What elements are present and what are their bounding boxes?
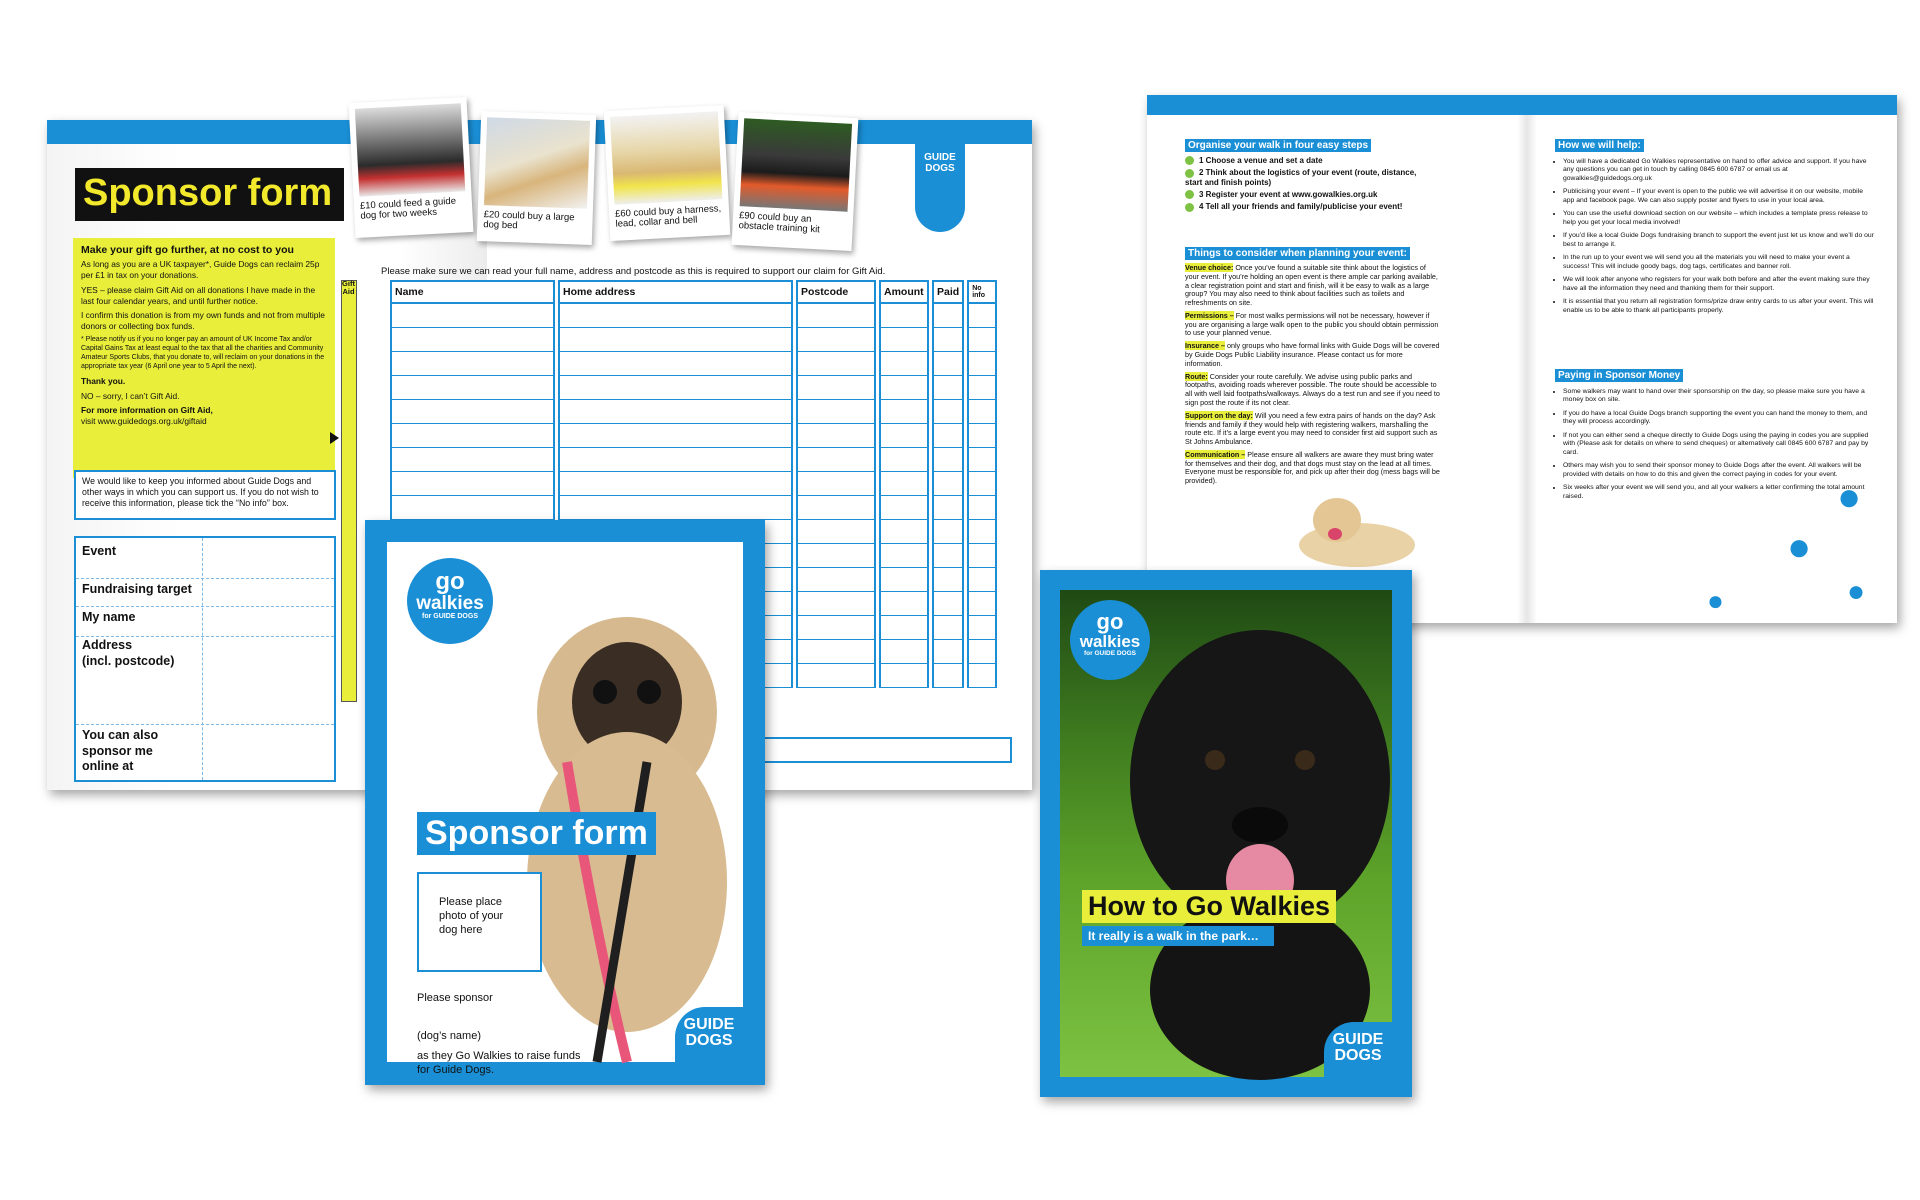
sponsor-cell[interactable] bbox=[390, 352, 555, 376]
help-item: • You can use the useful download section on our website – which includes a template press release to help you get your local media involved! bbox=[1563, 210, 1875, 227]
sponsor-cell[interactable] bbox=[932, 400, 964, 424]
money-item: • If not you can either send a cheque directly to Guide Dogs using the paying in codes you are supplied with (Please ask for details on where to send cheques) or alternatively call 0845 600 6787 and pay by card. bbox=[1563, 432, 1875, 457]
consider-item bbox=[1185, 312, 1440, 338]
sponsor-cell[interactable] bbox=[390, 472, 555, 496]
sponsor-cell[interactable] bbox=[932, 304, 964, 328]
col-address: Home address bbox=[558, 280, 793, 304]
sponsor-row bbox=[390, 400, 997, 424]
sponsor-cell[interactable] bbox=[558, 424, 793, 448]
consider-heading: Things to consider when planning your event: bbox=[1185, 247, 1410, 260]
sponsor-row bbox=[390, 352, 997, 376]
arrow-icon bbox=[330, 432, 339, 444]
sponsor-cell[interactable] bbox=[879, 448, 929, 472]
paw-print-icon: ● bbox=[1847, 575, 1866, 608]
polaroid-caption: £60 could buy a harness, lead, collar and bell bbox=[614, 203, 722, 231]
sponsor-cell[interactable] bbox=[558, 472, 793, 496]
sponsor-cell[interactable] bbox=[967, 544, 997, 568]
consider-key: Venue choice: bbox=[1185, 263, 1234, 272]
money-item: • Six weeks after your event we will send you, and all your walkers a letter confirming the total amount raised. bbox=[1563, 484, 1875, 501]
logo-for: for GUIDE DOGS bbox=[421, 613, 478, 620]
sponsor-cell[interactable] bbox=[796, 400, 876, 424]
gift-aid-no: NO – sorry, I can’t Gift Aid. bbox=[81, 390, 180, 401]
please-sponsor-text: Please sponsor bbox=[417, 992, 493, 1004]
keep-informed-box: We would like to keep you informed about Guide Dogs and other ways in which you can support us. If you do not wish to receive this information, please tick the “No info” box. bbox=[74, 470, 336, 520]
sponsor-cell[interactable] bbox=[879, 328, 929, 352]
consider-list bbox=[1185, 264, 1440, 486]
consider-text: Will you need a few extra pairs of hands on the day? Ask friends and family if they would help with registering walkers, marshalling the route etc. If it’s a large event you may need to consider first aid support such as St Johns Ambulance. bbox=[1185, 410, 1438, 447]
sponsor-cell[interactable] bbox=[932, 544, 964, 568]
col-no-info: No info bbox=[967, 280, 997, 304]
help-item: • In the run up to your event we will send you all the materials you will need to make your event a success! This will include goody bags, dog tags, certificates and banner roll. bbox=[1563, 254, 1875, 271]
col-name: Name bbox=[390, 280, 555, 304]
sponsor-form-title: Sponsor form bbox=[75, 168, 344, 221]
how-to-cover bbox=[1040, 570, 1412, 1097]
logo-go: go bbox=[1096, 609, 1124, 634]
go-walkies-logo bbox=[1070, 600, 1150, 680]
step-3: 3 Register your event at www.gowalkies.org.uk bbox=[1199, 189, 1378, 199]
lab-puppy-photo bbox=[1297, 490, 1417, 570]
gift-aid-intro: As long as you are a UK taxpayer*, Guide Dogs can reclaim 25p per £1 in tax on your donations. bbox=[81, 259, 320, 281]
money-heading: Paying in Sponsor Money bbox=[1555, 369, 1683, 382]
steps-section bbox=[1185, 135, 1435, 215]
polaroid-caption: £10 could feed a guide dog for two weeks bbox=[359, 195, 457, 223]
sponsor-row bbox=[390, 448, 997, 472]
sponsor-cell[interactable] bbox=[558, 328, 793, 352]
sponsor-cell[interactable] bbox=[967, 304, 997, 328]
sponsor-cell[interactable] bbox=[879, 568, 929, 592]
cover-subtitle: It really is a walk in the park… bbox=[1082, 926, 1274, 946]
help-list bbox=[1555, 158, 1875, 315]
dog-bed-photo bbox=[484, 117, 590, 209]
sponsor-row bbox=[390, 376, 997, 400]
col-postcode: Postcode bbox=[796, 280, 876, 304]
sponsor-cell[interactable] bbox=[879, 376, 929, 400]
sponsor-cell[interactable] bbox=[932, 520, 964, 544]
sponsor-cell[interactable] bbox=[967, 664, 997, 688]
consider-text: only groups who have formal links with Guide Dogs will be covered by Guide Dogs Public Liability insurance. Please contact us for more information. bbox=[1185, 341, 1440, 368]
money-item: • Some walkers may want to hand over their sponsorship on the day, so please make sure you have a money box on site. bbox=[1563, 388, 1875, 405]
sponsor-cell[interactable] bbox=[390, 424, 555, 448]
sponsor-cell[interactable] bbox=[390, 376, 555, 400]
sponsor-row bbox=[390, 496, 997, 520]
gd-line2: DOGS bbox=[685, 1032, 733, 1049]
consider-text: Consider your route carefully. We advise using public parks and footpaths, avoiding roads wherever possible. The route should be accessible to all with well laid footpaths/walkways. Always do a test run and see if you need to sign post the route if its not clear. bbox=[1185, 371, 1440, 407]
guide-dogs-corner-logo bbox=[1324, 1022, 1392, 1077]
sponsor-cell[interactable] bbox=[558, 400, 793, 424]
sponsor-cell[interactable] bbox=[967, 496, 997, 520]
col-paid: Paid bbox=[932, 280, 964, 304]
sponsor-cell[interactable] bbox=[796, 544, 876, 568]
sponsor-cell[interactable] bbox=[796, 640, 876, 664]
polaroid-caption: £90 could buy an obstacle training kit bbox=[738, 210, 821, 236]
sponsor-cell[interactable] bbox=[796, 424, 876, 448]
step-2: 2 Think about the logistics of your event (route, distance, start and finish points) bbox=[1185, 168, 1417, 187]
field-address-label: Address (incl. postcode) bbox=[82, 638, 175, 668]
sponsor-cell[interactable] bbox=[932, 472, 964, 496]
sponsor-cell[interactable] bbox=[796, 568, 876, 592]
sponsor-cell[interactable] bbox=[932, 376, 964, 400]
gift-aid-yes: YES – please claim Gift Aid on all donations I have made in the last four calendar years, and until further notice. bbox=[81, 284, 316, 306]
consider-item bbox=[1185, 342, 1440, 368]
help-item: • You will have a dedicated Go Walkies representative on hand to offer advice and support. If you have any questions you can get in touch by calling 0845 600 6787 or email us at gowalkies@guidedogs.org.uk bbox=[1563, 158, 1875, 183]
how-to-booklet-spread bbox=[1147, 95, 1897, 623]
sponsor-cell[interactable] bbox=[796, 448, 876, 472]
col-amount: Amount bbox=[879, 280, 929, 304]
consider-item bbox=[1185, 373, 1440, 408]
cover-inner bbox=[1060, 590, 1392, 1077]
sponsor-cell[interactable] bbox=[879, 544, 929, 568]
gd-line1: GUIDE bbox=[683, 1016, 735, 1033]
sponsor-row bbox=[390, 328, 997, 352]
sponsor-cell[interactable] bbox=[932, 616, 964, 640]
money-item: • If you do have a local Guide Dogs branch supporting the event you can hand the money to them, and they will process accordingly. bbox=[1563, 410, 1875, 427]
sponsor-cell[interactable] bbox=[558, 448, 793, 472]
sponsor-row bbox=[390, 304, 997, 328]
sponsor-cell[interactable] bbox=[967, 472, 997, 496]
paw-icon bbox=[1185, 203, 1194, 212]
polaroid-caption: £20 could buy a large dog bed bbox=[483, 209, 575, 232]
sponsor-cell[interactable] bbox=[967, 376, 997, 400]
consider-item bbox=[1185, 264, 1440, 308]
sponsor-form-cover bbox=[365, 520, 765, 1085]
sponsor-cell[interactable] bbox=[879, 496, 929, 520]
sponsor-cell[interactable] bbox=[879, 520, 929, 544]
paw-print-icon: ● bbox=[1707, 585, 1724, 616]
field-target-label: Fundraising target bbox=[82, 582, 192, 596]
pug-photo bbox=[507, 542, 743, 1062]
gift-aid-column bbox=[341, 280, 357, 702]
sponsor-cell[interactable] bbox=[796, 304, 876, 328]
sponsor-cell[interactable] bbox=[390, 448, 555, 472]
sponsor-cell[interactable] bbox=[932, 568, 964, 592]
consider-section bbox=[1185, 243, 1440, 490]
sponsor-cell[interactable] bbox=[879, 304, 929, 328]
sponsor-cell[interactable] bbox=[879, 472, 929, 496]
consider-key: Communication – bbox=[1185, 449, 1246, 459]
gd-line2: DOGS bbox=[1334, 1047, 1382, 1064]
sponsor-cell[interactable] bbox=[879, 640, 929, 664]
sponsor-cell[interactable] bbox=[967, 640, 997, 664]
step-1: 1 Choose a venue and set a date bbox=[1199, 156, 1323, 165]
sponsor-cell[interactable] bbox=[932, 448, 964, 472]
sponsor-cell[interactable] bbox=[932, 496, 964, 520]
sponsor-cell[interactable] bbox=[879, 400, 929, 424]
consider-key: Insurance – bbox=[1185, 341, 1225, 351]
black-lab-puppy-photo bbox=[1100, 610, 1392, 1077]
consider-key: Support on the day: bbox=[1185, 410, 1253, 420]
sponsor-cell[interactable] bbox=[967, 328, 997, 352]
as-they-text: as they Go Walkies to raise funds for Guide Dogs. bbox=[417, 1049, 581, 1076]
consider-item bbox=[1185, 451, 1440, 486]
sponsor-cell[interactable] bbox=[796, 496, 876, 520]
gift-aid-note: * Please notify us if you no longer pay an amount of UK Income Tax and/or Capital Gains Tax at least equal to the tax that all the charities and Community Amateur Sports Clubs, that you donate to, will reclaim on your donations in the appropriate tax year (6 April one year to 5 April the next). bbox=[81, 335, 325, 370]
guide-dogs-corner-logo bbox=[675, 1007, 743, 1062]
sponsor-cell[interactable] bbox=[967, 592, 997, 616]
booklet-top-bar bbox=[1147, 95, 1897, 115]
help-item: • It is essential that you return all registration forms/prize draw entry cards to us after your event. This will enable us to be able to thank all participants properly. bbox=[1563, 298, 1875, 315]
guide-dogs-logo: GUIDE DOGS bbox=[915, 144, 965, 232]
paw-icon bbox=[1185, 190, 1194, 199]
sponsor-cell[interactable] bbox=[390, 304, 555, 328]
sponsor-cell[interactable] bbox=[390, 400, 555, 424]
gd-line1: GUIDE bbox=[1332, 1031, 1384, 1048]
dog-name-label: (dog’s name) bbox=[417, 1030, 481, 1042]
sponsor-cell[interactable] bbox=[967, 448, 997, 472]
consider-text: For most walks permissions will not be necessary, however if you are organising a large walk open to the public you should obtain permission to use your planned venue. bbox=[1185, 310, 1439, 338]
steps-heading: Organise your walk in four easy steps bbox=[1185, 139, 1371, 152]
sponsor-row bbox=[390, 424, 997, 448]
sponsor-cell[interactable] bbox=[932, 640, 964, 664]
paw-icon bbox=[1185, 156, 1194, 165]
help-section bbox=[1555, 135, 1875, 320]
paw-icon bbox=[1185, 169, 1194, 178]
sponsor-cell[interactable] bbox=[796, 328, 876, 352]
sponsor-cell[interactable] bbox=[967, 616, 997, 640]
sponsor-cell[interactable] bbox=[967, 400, 997, 424]
gift-aid-confirm: I confirm this donation is from my own funds and not from multiple donors or collecting box funds. bbox=[81, 310, 325, 332]
gift-aid-more: For more information on Gift Aid, bbox=[81, 405, 213, 416]
sponsor-cell[interactable] bbox=[967, 520, 997, 544]
field-online-label: You can also sponsor me online at bbox=[82, 728, 159, 774]
dog-harness-photo bbox=[610, 111, 722, 205]
sponsor-cell[interactable] bbox=[932, 664, 964, 688]
money-section bbox=[1555, 365, 1875, 506]
help-item: • If you’d like a local Guide Dogs fundraising branch to support the event just let us know and we’ll do our best to arrange it. bbox=[1563, 232, 1875, 249]
help-item: • Publicising your event – If your event is open to the public we will advertise it on our website, mobile app and facebook page. We can also supply poster and flyers to use in your local area. bbox=[1563, 188, 1875, 205]
obstacle-photo bbox=[740, 118, 852, 212]
logo-for: for GUIDE DOGS bbox=[1083, 650, 1136, 657]
consider-key: Permissions – bbox=[1185, 310, 1234, 320]
consider-text: Once you’ve found a suitable site think about the logistics of your event. If you’re holding an open event is there ample car parking available, a clear registration point and start and finish, will it be easy to walk as a large group? You may also need to think about facilities such as toilets and refreshments on site. bbox=[1185, 263, 1438, 308]
fundraiser-details-box bbox=[74, 536, 336, 782]
sponsor-cell[interactable] bbox=[558, 304, 793, 328]
go-walkies-logo bbox=[407, 558, 493, 644]
cover-title: How to Go Walkies bbox=[1082, 890, 1336, 923]
sponsor-cell[interactable] bbox=[796, 352, 876, 376]
help-heading: How we will help: bbox=[1555, 139, 1644, 152]
sponsor-cell[interactable] bbox=[932, 592, 964, 616]
gift-aid-thanks: Thank you. bbox=[81, 375, 126, 386]
consider-item bbox=[1185, 412, 1440, 447]
logo-walkies: walkies bbox=[416, 593, 484, 614]
sponsor-cell[interactable] bbox=[932, 424, 964, 448]
step-4: 4 Tell all your friends and family/publicise your event! bbox=[1199, 202, 1403, 212]
sponsor-cell[interactable] bbox=[796, 616, 876, 640]
cover-title: Sponsor form bbox=[417, 812, 656, 855]
polaroid-harness bbox=[604, 105, 731, 241]
sponsor-cell[interactable] bbox=[558, 352, 793, 376]
sponsor-cell[interactable] bbox=[932, 328, 964, 352]
logo-go: go bbox=[435, 568, 465, 595]
money-list bbox=[1555, 388, 1875, 501]
dog-name-text bbox=[417, 1030, 587, 1077]
gift-aid-heading: Make your gift go further, at no cost to you bbox=[81, 244, 294, 256]
polaroid-obstacle bbox=[732, 112, 859, 251]
help-item: • We will look after anyone who registers for your walk both before and after the event making sure they have all the information they need and thanking them for their support. bbox=[1563, 276, 1875, 293]
paw-print-icon: ● bbox=[1837, 475, 1862, 519]
polaroid-bed bbox=[477, 111, 596, 245]
gift-aid-panel bbox=[73, 238, 335, 478]
booklet-gutter bbox=[1517, 115, 1537, 623]
sponsor-cell[interactable] bbox=[879, 352, 929, 376]
polaroid-feed bbox=[349, 97, 474, 238]
consider-key: Route: bbox=[1185, 371, 1208, 381]
consider-text: Please ensure all walkers are aware they must bring water for themselves and their dog, and that dogs must stay on the lead at all times. Everyone must be responsible for, and pick up after their dog (mess bags will be provided). bbox=[1185, 449, 1440, 486]
logo-walkies: walkies bbox=[1079, 632, 1141, 651]
sponsor-cell[interactable] bbox=[796, 520, 876, 544]
sponsor-cell[interactable] bbox=[390, 328, 555, 352]
sponsor-cell[interactable] bbox=[390, 496, 555, 520]
sponsor-cell[interactable] bbox=[558, 496, 793, 520]
sponsor-cell[interactable] bbox=[796, 472, 876, 496]
cover-inner bbox=[387, 542, 743, 1076]
field-name-label: My name bbox=[82, 610, 136, 624]
sponsor-cell[interactable] bbox=[796, 664, 876, 688]
sponsor-cell[interactable] bbox=[558, 376, 793, 400]
sponsor-cell[interactable] bbox=[967, 352, 997, 376]
sponsor-cell[interactable] bbox=[967, 568, 997, 592]
gift-aid-url: visit www.guidedogs.org.uk/giftaid bbox=[81, 416, 207, 426]
sponsor-cell[interactable] bbox=[879, 424, 929, 448]
field-event-label: Event bbox=[82, 544, 117, 558]
sponsor-cell[interactable] bbox=[879, 664, 929, 688]
sponsor-cell[interactable] bbox=[796, 376, 876, 400]
money-item: • Others may wish you to send their sponsor money to Guide Dogs after the event. All walkers will be provided with details on how to do this and given the correct paying in codes for your event. bbox=[1563, 462, 1875, 479]
gift-aid-column-header: Gift Aid bbox=[342, 279, 355, 296]
sponsor-cell[interactable] bbox=[967, 424, 997, 448]
sponsor-cell[interactable] bbox=[879, 616, 929, 640]
sponsor-cell[interactable] bbox=[796, 592, 876, 616]
paw-print-icon: ● bbox=[1787, 525, 1812, 569]
puppy-bowl-photo bbox=[355, 103, 465, 196]
sponsor-cell[interactable] bbox=[932, 352, 964, 376]
sponsor-row bbox=[390, 472, 997, 496]
dog-photo-placeholder: Please place photo of your dog here bbox=[417, 872, 542, 972]
sponsor-cell[interactable] bbox=[879, 592, 929, 616]
gift-aid-legibility-note: Please make sure we can read your full name, address and postcode as this is required to support our claim for Gift Aid. bbox=[381, 266, 886, 277]
